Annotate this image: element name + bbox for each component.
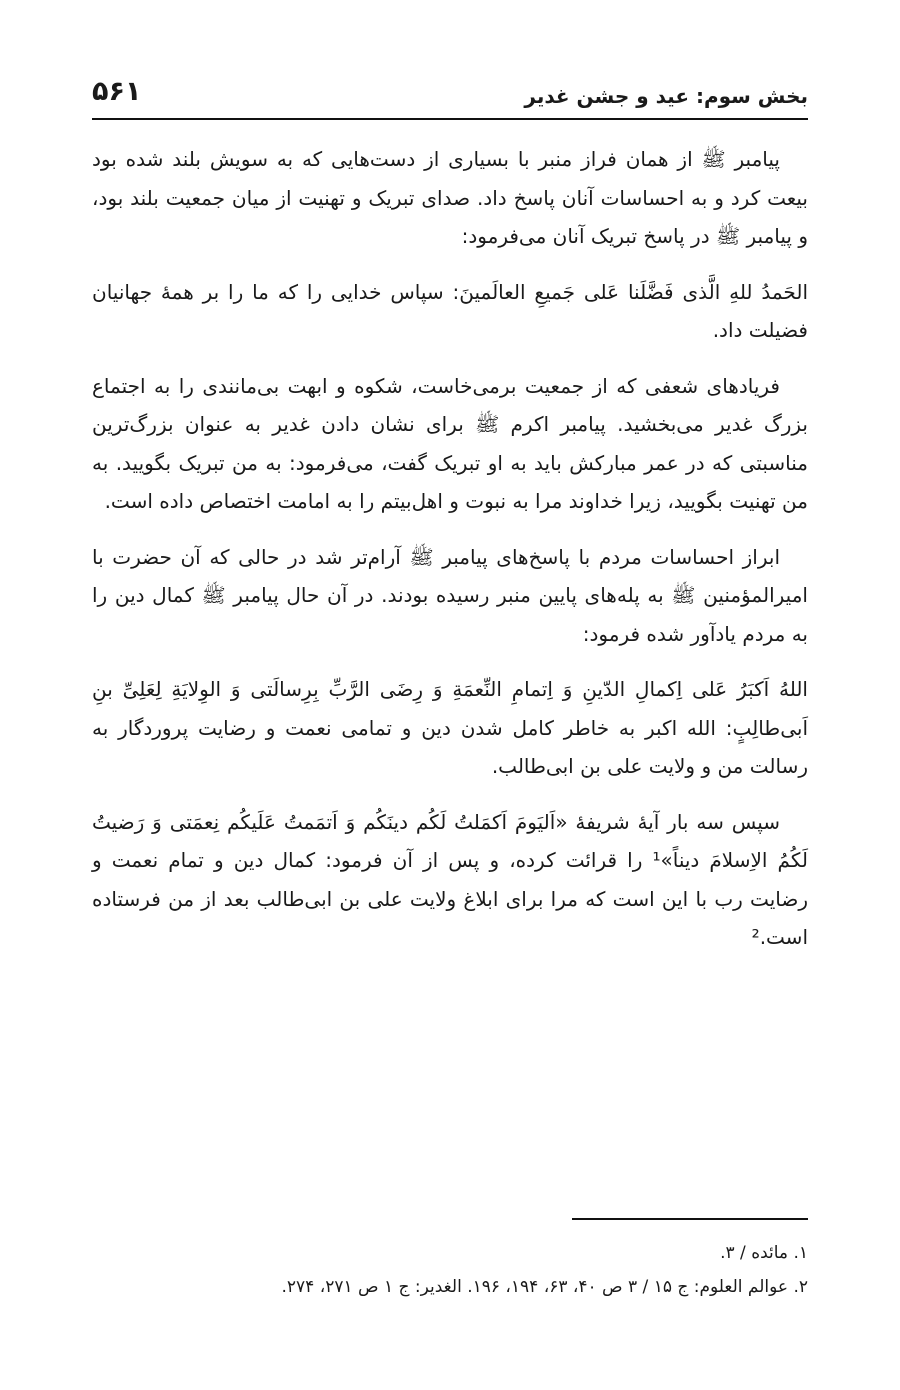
paragraph-2: الحَمدُ للهِ الَّذی فَضَّلَنا عَلی جَمیعِ العالَمینَ: سپاس خدایی را که ما را بر همهٔ جهانیان فضیلت داد. (92, 279, 808, 342)
running-header (92, 70, 808, 120)
footnote-1: ۱. مائده / ۳. (720, 1243, 808, 1263)
page-number: ۵۶۱ (92, 76, 142, 107)
paragraph-5: اللهُ اَکبَرُ عَلی اِکمالِ الدّینِ وَ اِتمامِ النِّعمَةِ وَ رِضَی الرَّبِّ بِرِسالَتی وَ الوِلایَةِ لِعَلِیِّ بنِ اَبی‌طالِبٍ: الله اکبر به خاطر کامل شدن دین و تمامی نعمت و رضایت پروردگار به رسالت من و ولایت علی بن ابی‌طالب. (92, 677, 808, 778)
paragraph-1: پیامبر ﷺ از همان فراز منبر با بسیاری از دست‌هایی که به سویش بلند شده بود بیعت کرد و به احساسات آنان پاسخ داد. صدای تبریک و تهنیت از میان جمعیت بلند بود، و پیامبر ﷺ در پاسخ تبریک آنان می‌فرمود: (92, 147, 808, 248)
paragraph-6: سپس سه بار آیهٔ شریفهٔ «اَلیَومَ اَکمَلتُ لَکُم دینَکُم وَ اَتمَمتُ عَلَیکُم نِعمَتی وَ رَضیتُ لَکُمُ الاِسلامَ دیناً»¹ را قرائت کرده، و پس از آن فرمود: کمال دین و تمام نعمت و رضایت رب با این است که مرا برای ابلاغ ولایت علی بن ابی‌طالب بعد از من فرستاده است.² (92, 809, 808, 949)
paragraph-4: ابراز احساسات مردم با پاسخ‌های پیامبر ﷺ آرام‌تر شد در حالی که آن حضرت با امیرالمؤمنین ﷺ به پله‌های پایین منبر رسیده بودند. در آن حال پیامبر ﷺ کمال دین را به مردم یادآور شده فرمود: (92, 544, 808, 646)
paragraph-3: فریادهای شعفی که از جمعیت برمی‌خاست، شکوه و ابهت بی‌مانندی را به اجتماع بزرگ غدیر می‌بخشید. پیامبر اکرم ﷺ برای نشان دادن غدیر به عنوان بزرگ‌ترین مناسبتی که در عمر مبارکش باید به او تبریک گفت، می‌فرمود: به من تبریک بگویید. به من تهنیت بگویید، زیرا خداوند مرا به نبوت و اهل‌بیتم را به امامت اختصاص داده است. (92, 373, 808, 513)
footnotes (92, 1236, 808, 1304)
footnote-divider (572, 1218, 808, 1220)
main-text (92, 140, 808, 974)
footnote-2: ۲. عوالم العلوم: ج ۱۵ / ۳ ص ۴۰، ۶۳، ۱۹۴، ۱۹۶. الغدیر: ج ۱ ص ۲۷۱، ۲۷۴. (281, 1277, 808, 1297)
chapter-title: بخش سوم: عید و جشن غدیر (524, 84, 808, 108)
header-divider (92, 118, 808, 120)
